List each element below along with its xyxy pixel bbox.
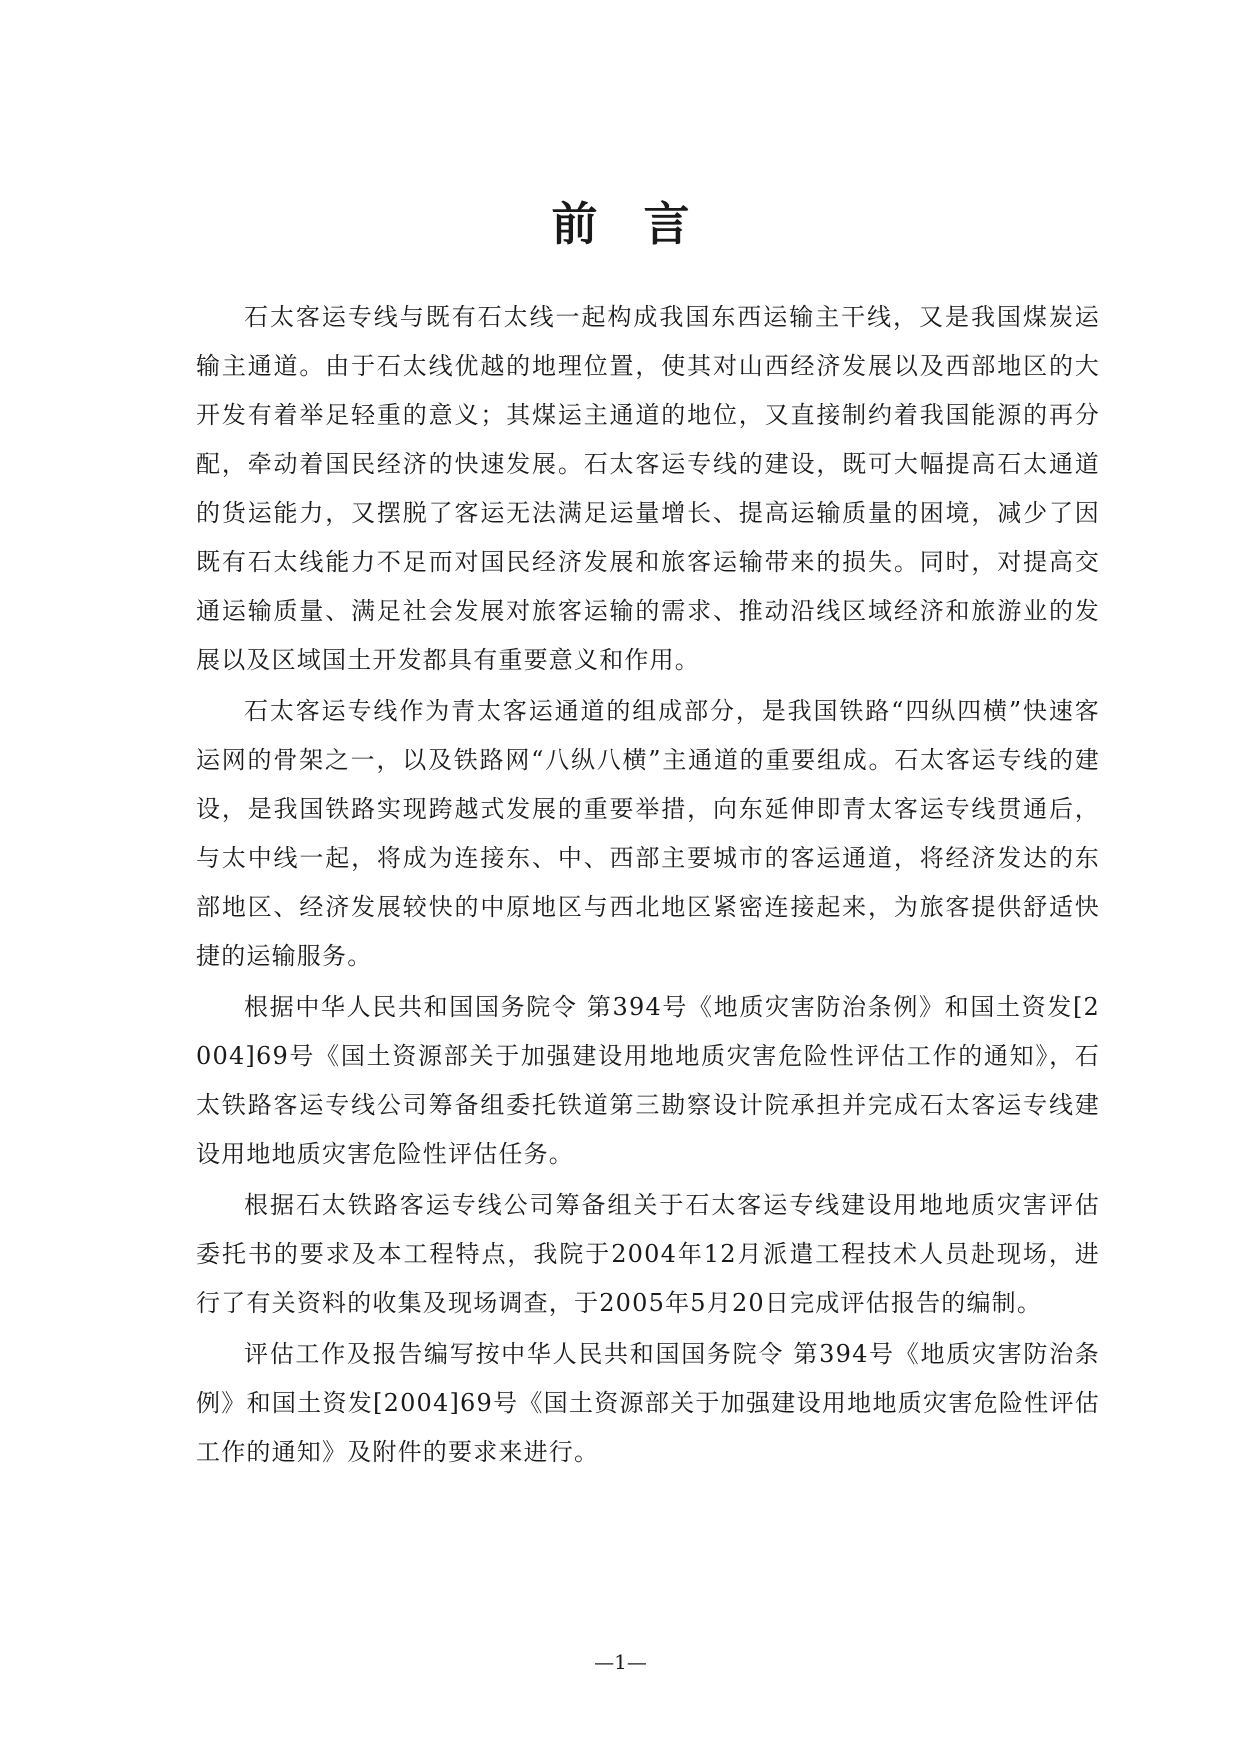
document-body — [196, 293, 1100, 1479]
page-number: —1— — [594, 1650, 647, 1674]
paragraph-3: 根据中华人民共和国国务院令 第394号《地质灾害防治条例》和国土资发[2004]69号《国土资源部关于加强建设用地地质灾害危险性评估工作的通知》，石太铁路客运专线公司筹备组委托铁道第三勘察设计院承担并完成石太客运专线建设用地地质灾害危险性评估任务。 — [196, 993, 1100, 1168]
paragraph-4: 根据石太铁路客运专线公司筹备组关于石太客运专线建设用地地质灾害评估委托书的要求及本工程特点，我院于2004年12月派遣工程技术人员赴现场，进行了有关资料的收集及现场调查，于2005年5月20日完成评估报告的编制。 — [196, 1191, 1100, 1317]
paragraph-2: 石太客运专线作为青太客运通道的组成部分，是我国铁路“四纵四横”快速客运网的骨架之一，以及铁路网“八纵八横”主通道的重要组成。石太客运专线的建设，是我国铁路实现跨越式发展的重要举措，向东延伸即青太客运专线贯通后，与太中线一起，将成为连接东、中、西部主要城市的客运通道，将经济发达的东部地区、经济发展较快的中原地区与西北地区紧密连接起来，为旅客提供舒适快捷的运输服务。 — [196, 697, 1100, 970]
page-title: 前言 — [551, 197, 736, 251]
paragraph-5: 评估工作及报告编写按中华人民共和国国务院令 第394号《地质灾害防治条例》和国土资发[2004]69号《国土资源部关于加强建设用地地质灾害危险性评估工作的通知》及附件的要求来进行。 — [196, 1340, 1100, 1466]
paragraph-1: 石太客运专线与既有石太线一起构成我国东西运输主干线，又是我国煤炭运输主通道。由于石太线优越的地理位置，使其对山西经济发展以及西部地区的大开发有着举足轻重的意义；其煤运主通道的地位，又直接制约着我国能源的再分配，牵动着国民经济的快速发展。石太客运专线的建设，既可大幅提高石太通道的货运能力，又摆脱了客运无法满足运量增长、提高运输质量的困境，减少了因既有石太线能力不足而对国民经济发展和旅客运输带来的损失。同时，对提高交通运输质量、满足社会发展对旅客运输的需求、推动沿线区域经济和旅游业的发展以及区域国土开发都具有重要意义和作用。 — [196, 303, 1100, 674]
